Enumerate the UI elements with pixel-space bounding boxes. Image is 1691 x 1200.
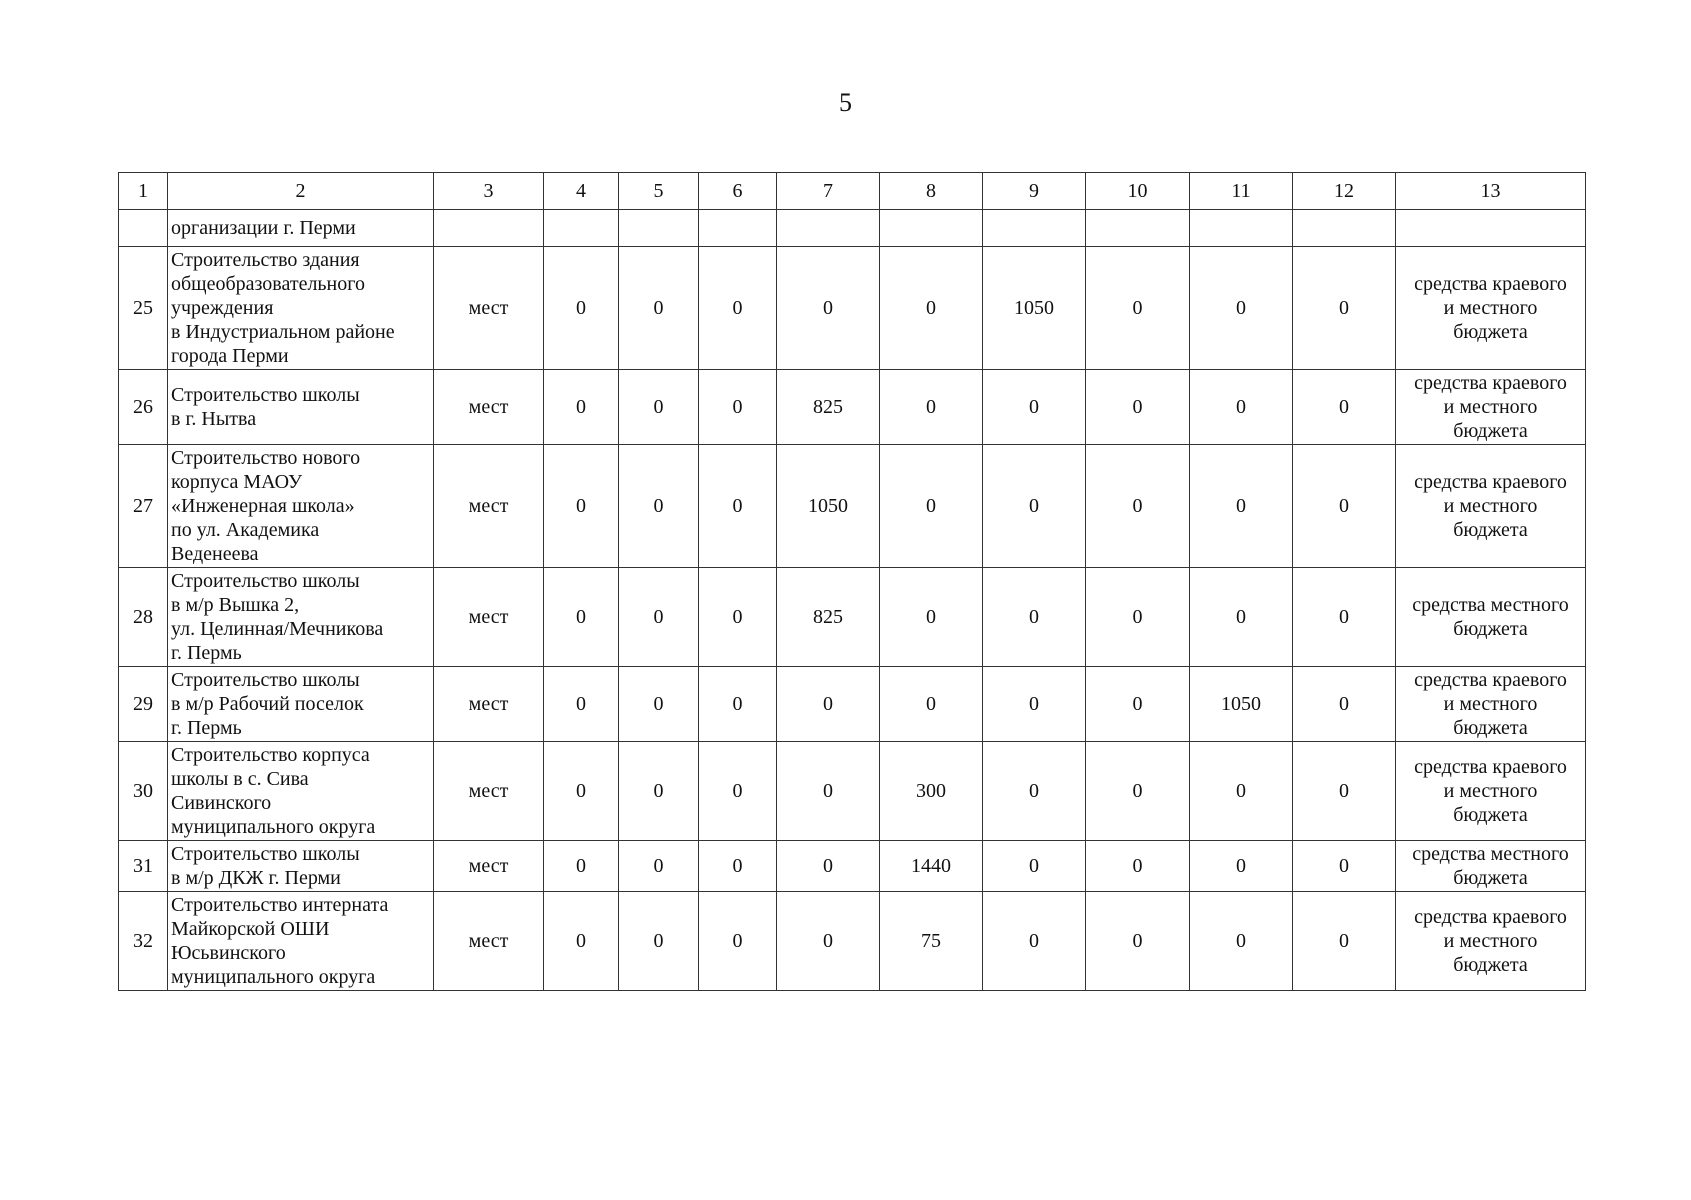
value-cell: 0 [983, 667, 1086, 742]
value-cell [1190, 210, 1293, 247]
table-row [119, 370, 1586, 445]
value-cell: 0 [1293, 892, 1396, 991]
value-cell: 0 [983, 892, 1086, 991]
value-cell: 0 [777, 247, 880, 370]
value-cell: 825 [777, 370, 880, 445]
value-cell [699, 210, 777, 247]
object-name: Строительство школы в м/р ДКЖ г. Перми [168, 841, 434, 892]
row-number: 30 [119, 742, 168, 841]
value-cell: 0 [1086, 370, 1190, 445]
value-cell: 0 [983, 841, 1086, 892]
value-cell: 0 [619, 445, 699, 568]
column-header: 9 [983, 173, 1086, 210]
column-header: 8 [880, 173, 983, 210]
value-cell: 0 [777, 892, 880, 991]
object-name: Строительство нового корпуса МАОУ «Инженерная школа» по ул. Академика Веденеева [168, 445, 434, 568]
row-number: 32 [119, 892, 168, 991]
funding-source: средства краевого и местного бюджета [1396, 445, 1586, 568]
table-row [119, 742, 1586, 841]
table-row [119, 667, 1586, 742]
funding-source: средства местного бюджета [1396, 841, 1586, 892]
value-cell: 300 [880, 742, 983, 841]
column-header: 6 [699, 173, 777, 210]
value-cell: 0 [699, 568, 777, 667]
column-header: 1 [119, 173, 168, 210]
funding-source: средства краевого и местного бюджета [1396, 370, 1586, 445]
value-cell [880, 210, 983, 247]
value-cell: 825 [777, 568, 880, 667]
unit-cell: мест [434, 568, 544, 667]
row-number: 28 [119, 568, 168, 667]
row-number: 31 [119, 841, 168, 892]
value-cell: 0 [777, 841, 880, 892]
value-cell [983, 210, 1086, 247]
value-cell: 0 [1190, 247, 1293, 370]
value-cell: 0 [983, 568, 1086, 667]
column-header: 5 [619, 173, 699, 210]
value-cell [1086, 210, 1190, 247]
column-header: 4 [544, 173, 619, 210]
value-cell: 0 [777, 667, 880, 742]
value-cell: 1050 [983, 247, 1086, 370]
value-cell: 1050 [777, 445, 880, 568]
value-cell: 0 [544, 370, 619, 445]
continuation-row [119, 210, 1586, 247]
unit-cell: мест [434, 841, 544, 892]
value-cell: 0 [544, 841, 619, 892]
funding-source [1396, 210, 1586, 247]
value-cell: 0 [1293, 568, 1396, 667]
value-cell: 0 [1190, 892, 1293, 991]
value-cell: 0 [619, 568, 699, 667]
object-name: Строительство школы в м/р Рабочий поселок г. Пермь [168, 667, 434, 742]
object-name: Строительство школы в м/р Вышка 2, ул. Целинная/Мечникова г. Пермь [168, 568, 434, 667]
value-cell: 0 [983, 370, 1086, 445]
value-cell: 0 [544, 568, 619, 667]
column-header: 12 [1293, 173, 1396, 210]
value-cell: 0 [699, 841, 777, 892]
value-cell: 0 [619, 892, 699, 991]
value-cell [1293, 210, 1396, 247]
column-header: 10 [1086, 173, 1190, 210]
value-cell: 0 [699, 742, 777, 841]
funding-source: средства местного бюджета [1396, 568, 1586, 667]
value-cell: 0 [983, 445, 1086, 568]
value-cell: 0 [1086, 445, 1190, 568]
value-cell: 0 [1293, 247, 1396, 370]
value-cell: 0 [699, 667, 777, 742]
value-cell: 0 [880, 568, 983, 667]
unit-cell: мест [434, 370, 544, 445]
value-cell: 0 [1086, 892, 1190, 991]
page-number: 5 [839, 88, 852, 117]
value-cell: 0 [1190, 841, 1293, 892]
value-cell [544, 210, 619, 247]
value-cell: 0 [544, 892, 619, 991]
object-name: организации г. Перми [168, 210, 434, 247]
unit-cell: мест [434, 742, 544, 841]
row-number: 29 [119, 667, 168, 742]
value-cell: 0 [1086, 568, 1190, 667]
column-header: 13 [1396, 173, 1586, 210]
value-cell: 0 [619, 247, 699, 370]
unit-cell: мест [434, 445, 544, 568]
funding-source: средства краевого и местного бюджета [1396, 667, 1586, 742]
value-cell: 0 [1190, 742, 1293, 841]
column-number-row [119, 173, 1586, 210]
row-number: 25 [119, 247, 168, 370]
value-cell: 0 [777, 742, 880, 841]
value-cell: 0 [544, 445, 619, 568]
value-cell: 0 [1293, 370, 1396, 445]
value-cell: 0 [619, 667, 699, 742]
value-cell: 0 [983, 742, 1086, 841]
table-row [119, 568, 1586, 667]
column-header: 7 [777, 173, 880, 210]
unit-cell: мест [434, 247, 544, 370]
value-cell: 0 [1293, 742, 1396, 841]
funding-source: средства краевого и местного бюджета [1396, 247, 1586, 370]
unit-cell [434, 210, 544, 247]
table-row [119, 247, 1586, 370]
value-cell: 0 [880, 370, 983, 445]
unit-cell: мест [434, 892, 544, 991]
value-cell: 1050 [1190, 667, 1293, 742]
unit-cell: мест [434, 667, 544, 742]
value-cell: 0 [1190, 445, 1293, 568]
value-cell: 0 [1086, 841, 1190, 892]
table-row [119, 841, 1586, 892]
value-cell: 0 [544, 667, 619, 742]
value-cell: 0 [619, 841, 699, 892]
column-header: 11 [1190, 173, 1293, 210]
value-cell: 0 [880, 445, 983, 568]
value-cell: 0 [880, 247, 983, 370]
table-row [119, 892, 1586, 991]
object-name: Строительство здания общеобразовательного учреждения в Индустриальном районе города Перми [168, 247, 434, 370]
object-name: Строительство школы в г. Нытва [168, 370, 434, 445]
table-row [119, 445, 1586, 568]
value-cell: 0 [544, 247, 619, 370]
row-number: 26 [119, 370, 168, 445]
value-cell: 0 [619, 742, 699, 841]
value-cell: 0 [1086, 667, 1190, 742]
object-name: Строительство интерната Майкорской ОШИ Юсьвинского муниципального округа [168, 892, 434, 991]
row-number [119, 210, 168, 247]
object-name: Строительство корпуса школы в с. Сива Сивинского муниципального округа [168, 742, 434, 841]
funding-source: средства краевого и местного бюджета [1396, 742, 1586, 841]
value-cell: 0 [544, 742, 619, 841]
value-cell [777, 210, 880, 247]
value-cell: 0 [699, 247, 777, 370]
column-header: 3 [434, 173, 544, 210]
column-header: 2 [168, 173, 434, 210]
funding-source: средства краевого и местного бюджета [1396, 892, 1586, 991]
value-cell: 0 [1086, 247, 1190, 370]
value-cell: 0 [1293, 667, 1396, 742]
schools-construction-table [118, 172, 1586, 991]
value-cell: 0 [1293, 445, 1396, 568]
value-cell: 0 [699, 892, 777, 991]
value-cell: 0 [1086, 742, 1190, 841]
value-cell: 0 [699, 445, 777, 568]
value-cell [619, 210, 699, 247]
value-cell: 75 [880, 892, 983, 991]
value-cell: 0 [1190, 568, 1293, 667]
value-cell: 0 [699, 370, 777, 445]
row-number: 27 [119, 445, 168, 568]
value-cell: 0 [1293, 841, 1396, 892]
value-cell: 0 [880, 667, 983, 742]
value-cell: 1440 [880, 841, 983, 892]
value-cell: 0 [619, 370, 699, 445]
value-cell: 0 [1190, 370, 1293, 445]
table-body [119, 247, 1586, 991]
